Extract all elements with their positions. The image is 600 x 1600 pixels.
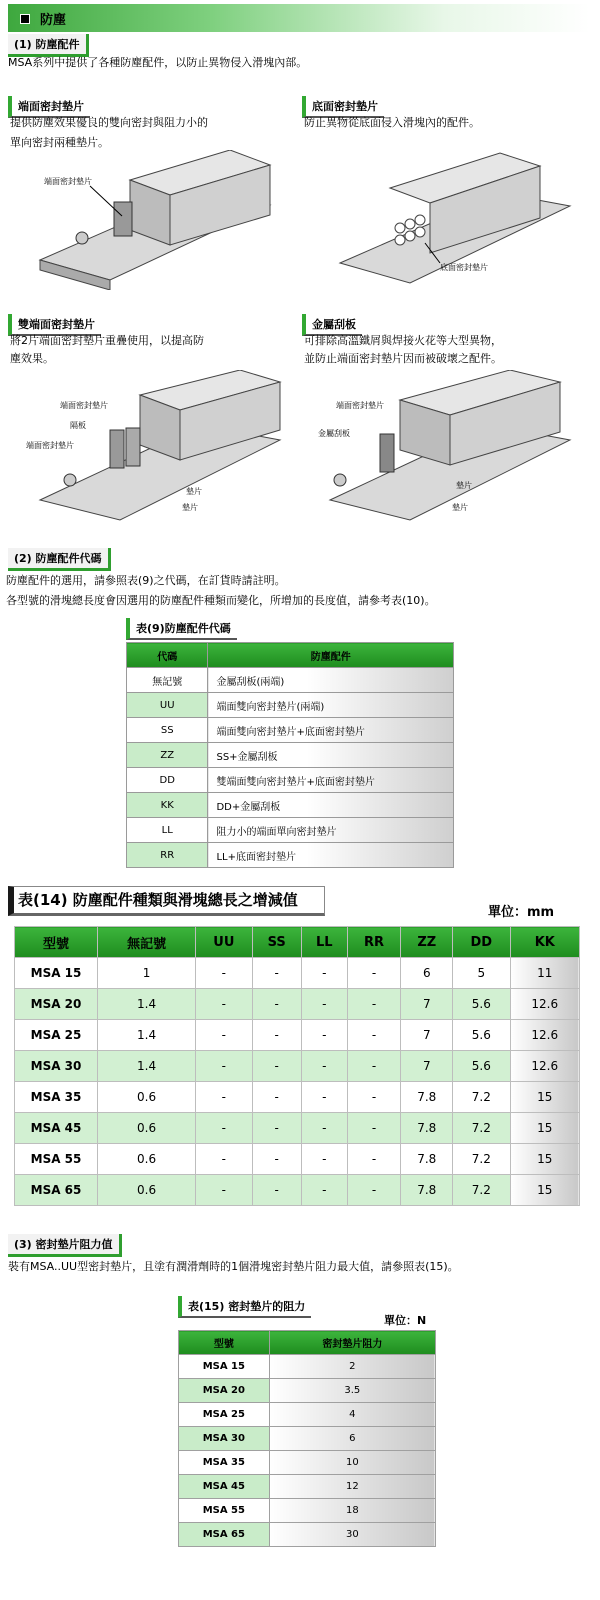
value-cell: 7.2 [453, 1113, 510, 1144]
value-cell: 15 [510, 1113, 579, 1144]
table-row [15, 958, 580, 989]
accessory-cell: 雙端面雙向密封墊片+底面密封墊片 [208, 768, 454, 793]
page-title: 防塵 [40, 13, 67, 28]
caption-double-end-seal-1: 端面密封墊片 [60, 401, 108, 410]
value-cell: - [196, 1113, 252, 1144]
accessory-cell: 端面雙向密封墊片+底面密封墊片 [208, 718, 454, 743]
value-cell: - [301, 1020, 347, 1051]
code-cell: UU [127, 693, 208, 718]
table-row [179, 1523, 436, 1547]
section2-tag: (2) 防塵配件代碼 [8, 548, 111, 571]
value-cell: 12.6 [510, 1051, 579, 1082]
value-cell: 5.6 [453, 1020, 510, 1051]
value-cell: 0.6 [98, 1082, 196, 1113]
table14-header: LL [301, 927, 347, 958]
table-row [179, 1451, 436, 1475]
value-cell: - [301, 1051, 347, 1082]
section1-intro: MSA系列中提供了各種防塵配件，以防止異物侵入滑塊內部。 [8, 56, 308, 69]
code-cell: SS [127, 718, 208, 743]
model-cell: MSA 20 [15, 989, 98, 1020]
model-cell: MSA 55 [15, 1144, 98, 1175]
value-cell: 7.8 [401, 1144, 453, 1175]
table15-header-row [179, 1331, 436, 1355]
table-row [15, 1113, 580, 1144]
item-double-seal-line1: 將2片端面密封墊片重疊使用，以提高防 [10, 334, 204, 347]
table-row [179, 1475, 436, 1499]
resistance-cell: 30 [269, 1523, 435, 1547]
caption-spacer-plate: 隔板 [70, 421, 86, 430]
resistance-cell: 10 [269, 1451, 435, 1475]
table14-header: UU [196, 927, 252, 958]
table14-header-row [15, 927, 580, 958]
table14-header: DD [453, 927, 510, 958]
table-row [127, 718, 454, 743]
end-seal-illustration [30, 150, 280, 290]
section2-line1: 防塵配件的選用，請參照表(9)之代碼，在訂貨時請註明。 [6, 574, 286, 587]
item-end-seal-tag: 端面密封墊片 [8, 96, 90, 118]
resistance-cell: 2 [269, 1355, 435, 1379]
caption-end-seal: 端面密封墊片 [44, 177, 92, 186]
table15-header-resistance: 密封墊片阻力 [269, 1331, 435, 1355]
model-cell: MSA 55 [179, 1499, 270, 1523]
table-row [15, 1144, 580, 1175]
value-cell: - [347, 989, 401, 1020]
accessory-cell: 阻力小的端面單向密封墊片 [208, 818, 454, 843]
table14-header: 無記號 [98, 927, 196, 958]
value-cell: - [347, 1144, 401, 1175]
value-cell: - [196, 1051, 252, 1082]
value-cell: - [196, 989, 252, 1020]
model-cell: MSA 30 [179, 1427, 270, 1451]
table-row [127, 793, 454, 818]
caption-double-washer-2: 墊片 [182, 503, 198, 512]
resistance-cell: 6 [269, 1427, 435, 1451]
model-cell: MSA 25 [179, 1403, 270, 1427]
item-double-seal-tag: 雙端面密封墊片 [8, 314, 101, 336]
value-cell: 7 [401, 1051, 453, 1082]
value-cell: 1 [98, 958, 196, 989]
value-cell: - [301, 958, 347, 989]
table14-header: KK [510, 927, 579, 958]
value-cell: - [196, 1082, 252, 1113]
model-cell: MSA 15 [179, 1355, 270, 1379]
table15-header-model: 型號 [179, 1331, 270, 1355]
value-cell: - [301, 1082, 347, 1113]
table-row [179, 1499, 436, 1523]
model-cell: MSA 45 [15, 1113, 98, 1144]
table-row [179, 1379, 436, 1403]
table-row [127, 843, 454, 868]
value-cell: 15 [510, 1082, 579, 1113]
metal-scraper-illustration [320, 370, 580, 530]
value-cell: 12.6 [510, 1020, 579, 1051]
table-row [127, 693, 454, 718]
accessory-cell: 端面雙向密封墊片(兩端) [208, 693, 454, 718]
table-row [179, 1403, 436, 1427]
table14-header: 型號 [15, 927, 98, 958]
code-cell: KK [127, 793, 208, 818]
value-cell: 5.6 [453, 1051, 510, 1082]
table-row [127, 818, 454, 843]
accessory-cell: SS+金屬刮板 [208, 743, 454, 768]
value-cell: 0.6 [98, 1113, 196, 1144]
table-row [15, 1020, 580, 1051]
accessory-cell: 金屬刮板(兩端) [208, 668, 454, 693]
model-cell: MSA 45 [179, 1475, 270, 1499]
value-cell: 7 [401, 989, 453, 1020]
code-cell: 無記號 [127, 668, 208, 693]
resistance-cell: 18 [269, 1499, 435, 1523]
model-cell: MSA 35 [179, 1451, 270, 1475]
item-metal-scraper-line2: 並防止端面密封墊片因而被破壞之配件。 [304, 352, 502, 365]
resistance-cell: 12 [269, 1475, 435, 1499]
value-cell: 7.8 [401, 1175, 453, 1206]
value-cell: - [252, 1113, 301, 1144]
table-row [179, 1427, 436, 1451]
value-cell: - [252, 958, 301, 989]
value-cell: - [301, 1144, 347, 1175]
caption-scraper-washer-1: 墊片 [456, 481, 472, 490]
caption-metal-scraper: 金屬刮板 [318, 429, 350, 438]
value-cell: - [252, 1082, 301, 1113]
table14 [14, 926, 580, 1206]
value-cell: - [347, 1113, 401, 1144]
model-cell: MSA 15 [15, 958, 98, 989]
accessory-cell: LL+底面密封墊片 [208, 843, 454, 868]
model-cell: MSA 65 [15, 1175, 98, 1206]
value-cell: 5 [453, 958, 510, 989]
item-bottom-seal-tag: 底面密封墊片 [302, 96, 384, 118]
value-cell: - [252, 1175, 301, 1206]
value-cell: 0.6 [98, 1144, 196, 1175]
value-cell: 7 [401, 1020, 453, 1051]
value-cell: - [347, 1051, 401, 1082]
table14-unit: 單位：mm [488, 905, 555, 920]
table-row [127, 743, 454, 768]
item-end-seal-line1: 提供防塵效果優良的雙向密封與阻力小的 [10, 116, 208, 129]
value-cell: - [347, 958, 401, 989]
table14-header: SS [252, 927, 301, 958]
value-cell: 1.4 [98, 1020, 196, 1051]
value-cell: - [252, 1051, 301, 1082]
value-cell: - [347, 1082, 401, 1113]
value-cell: - [196, 958, 252, 989]
table-row [15, 989, 580, 1020]
value-cell: 6 [401, 958, 453, 989]
table14-header: RR [347, 927, 401, 958]
item-bottom-seal-line1: 防止異物從底面侵入滑塊內的配件。 [304, 116, 480, 129]
table9-header-code: 代碼 [127, 643, 208, 668]
value-cell: - [252, 1020, 301, 1051]
table14-title: 表(14) 防塵配件種類與滑塊總長之增減值 [8, 886, 325, 916]
caption-scraper-end-seal: 端面密封墊片 [336, 401, 384, 410]
value-cell: - [347, 1020, 401, 1051]
value-cell: - [252, 1144, 301, 1175]
table-row [179, 1355, 436, 1379]
section2-line2: 各型號的滑塊總長度會因選用的防塵配件種類而變化，所增加的長度值，請參考表(10)。 [6, 594, 436, 607]
value-cell: - [252, 989, 301, 1020]
value-cell: - [196, 1175, 252, 1206]
code-cell: RR [127, 843, 208, 868]
value-cell: 12.6 [510, 989, 579, 1020]
value-cell: - [196, 1020, 252, 1051]
value-cell: 15 [510, 1175, 579, 1206]
item-double-seal-line2: 塵效果。 [10, 352, 54, 365]
item-end-seal-line2: 單向密封兩種墊片。 [10, 136, 109, 149]
code-cell: DD [127, 768, 208, 793]
value-cell: 7.2 [453, 1082, 510, 1113]
table9-header-accessory: 防塵配件 [208, 643, 454, 668]
value-cell: 15 [510, 1144, 579, 1175]
table15-title: 表(15) 密封墊片的阻力 [178, 1296, 311, 1318]
caption-double-end-seal-2: 端面密封墊片 [26, 441, 74, 450]
value-cell: 1.4 [98, 1051, 196, 1082]
value-cell: 11 [510, 958, 579, 989]
value-cell: - [301, 989, 347, 1020]
resistance-cell: 4 [269, 1403, 435, 1427]
value-cell: 0.6 [98, 1175, 196, 1206]
accessory-cell: DD+金屬刮板 [208, 793, 454, 818]
table9-title: 表(9)防塵配件代碼 [126, 618, 237, 640]
table-row [15, 1051, 580, 1082]
value-cell: 1.4 [98, 989, 196, 1020]
table-row [15, 1175, 580, 1206]
table-row [15, 1082, 580, 1113]
item-metal-scraper-line1: 可排除高溫鐵屑與焊接火花等大型異物， [304, 334, 502, 347]
section1-tag: (1) 防塵配件 [8, 34, 89, 57]
caption-double-washer-1: 墊片 [186, 487, 202, 496]
table9-header-row [127, 643, 454, 668]
section3-tag: (3) 密封墊片阻力值 [8, 1234, 122, 1257]
model-cell: MSA 35 [15, 1082, 98, 1113]
value-cell: - [347, 1175, 401, 1206]
model-cell: MSA 20 [179, 1379, 270, 1403]
square-bullet-icon [20, 14, 30, 24]
table15 [178, 1330, 436, 1547]
value-cell: 5.6 [453, 989, 510, 1020]
value-cell: - [196, 1144, 252, 1175]
table15-unit: 單位：N [384, 1314, 427, 1327]
table9 [126, 642, 454, 868]
value-cell: 7.2 [453, 1144, 510, 1175]
code-cell: ZZ [127, 743, 208, 768]
resistance-cell: 3.5 [269, 1379, 435, 1403]
model-cell: MSA 30 [15, 1051, 98, 1082]
section-title-bar [8, 4, 590, 32]
caption-scraper-washer-2: 墊片 [452, 503, 468, 512]
item-metal-scraper-tag: 金屬刮板 [302, 314, 362, 336]
code-cell: LL [127, 818, 208, 843]
table-row [127, 668, 454, 693]
model-cell: MSA 65 [179, 1523, 270, 1547]
section3-line: 裝有MSA..UU型密封墊片，且塗有潤滑劑時的1個滑塊密封墊片阻力最大值，請參照表(15)。 [8, 1260, 459, 1273]
model-cell: MSA 25 [15, 1020, 98, 1051]
value-cell: 7.8 [401, 1113, 453, 1144]
table-row [127, 768, 454, 793]
table14-header: ZZ [401, 927, 453, 958]
value-cell: - [301, 1113, 347, 1144]
value-cell: 7.8 [401, 1082, 453, 1113]
value-cell: - [301, 1175, 347, 1206]
caption-bottom-seal: 底面密封墊片 [440, 263, 488, 272]
value-cell: 7.2 [453, 1175, 510, 1206]
